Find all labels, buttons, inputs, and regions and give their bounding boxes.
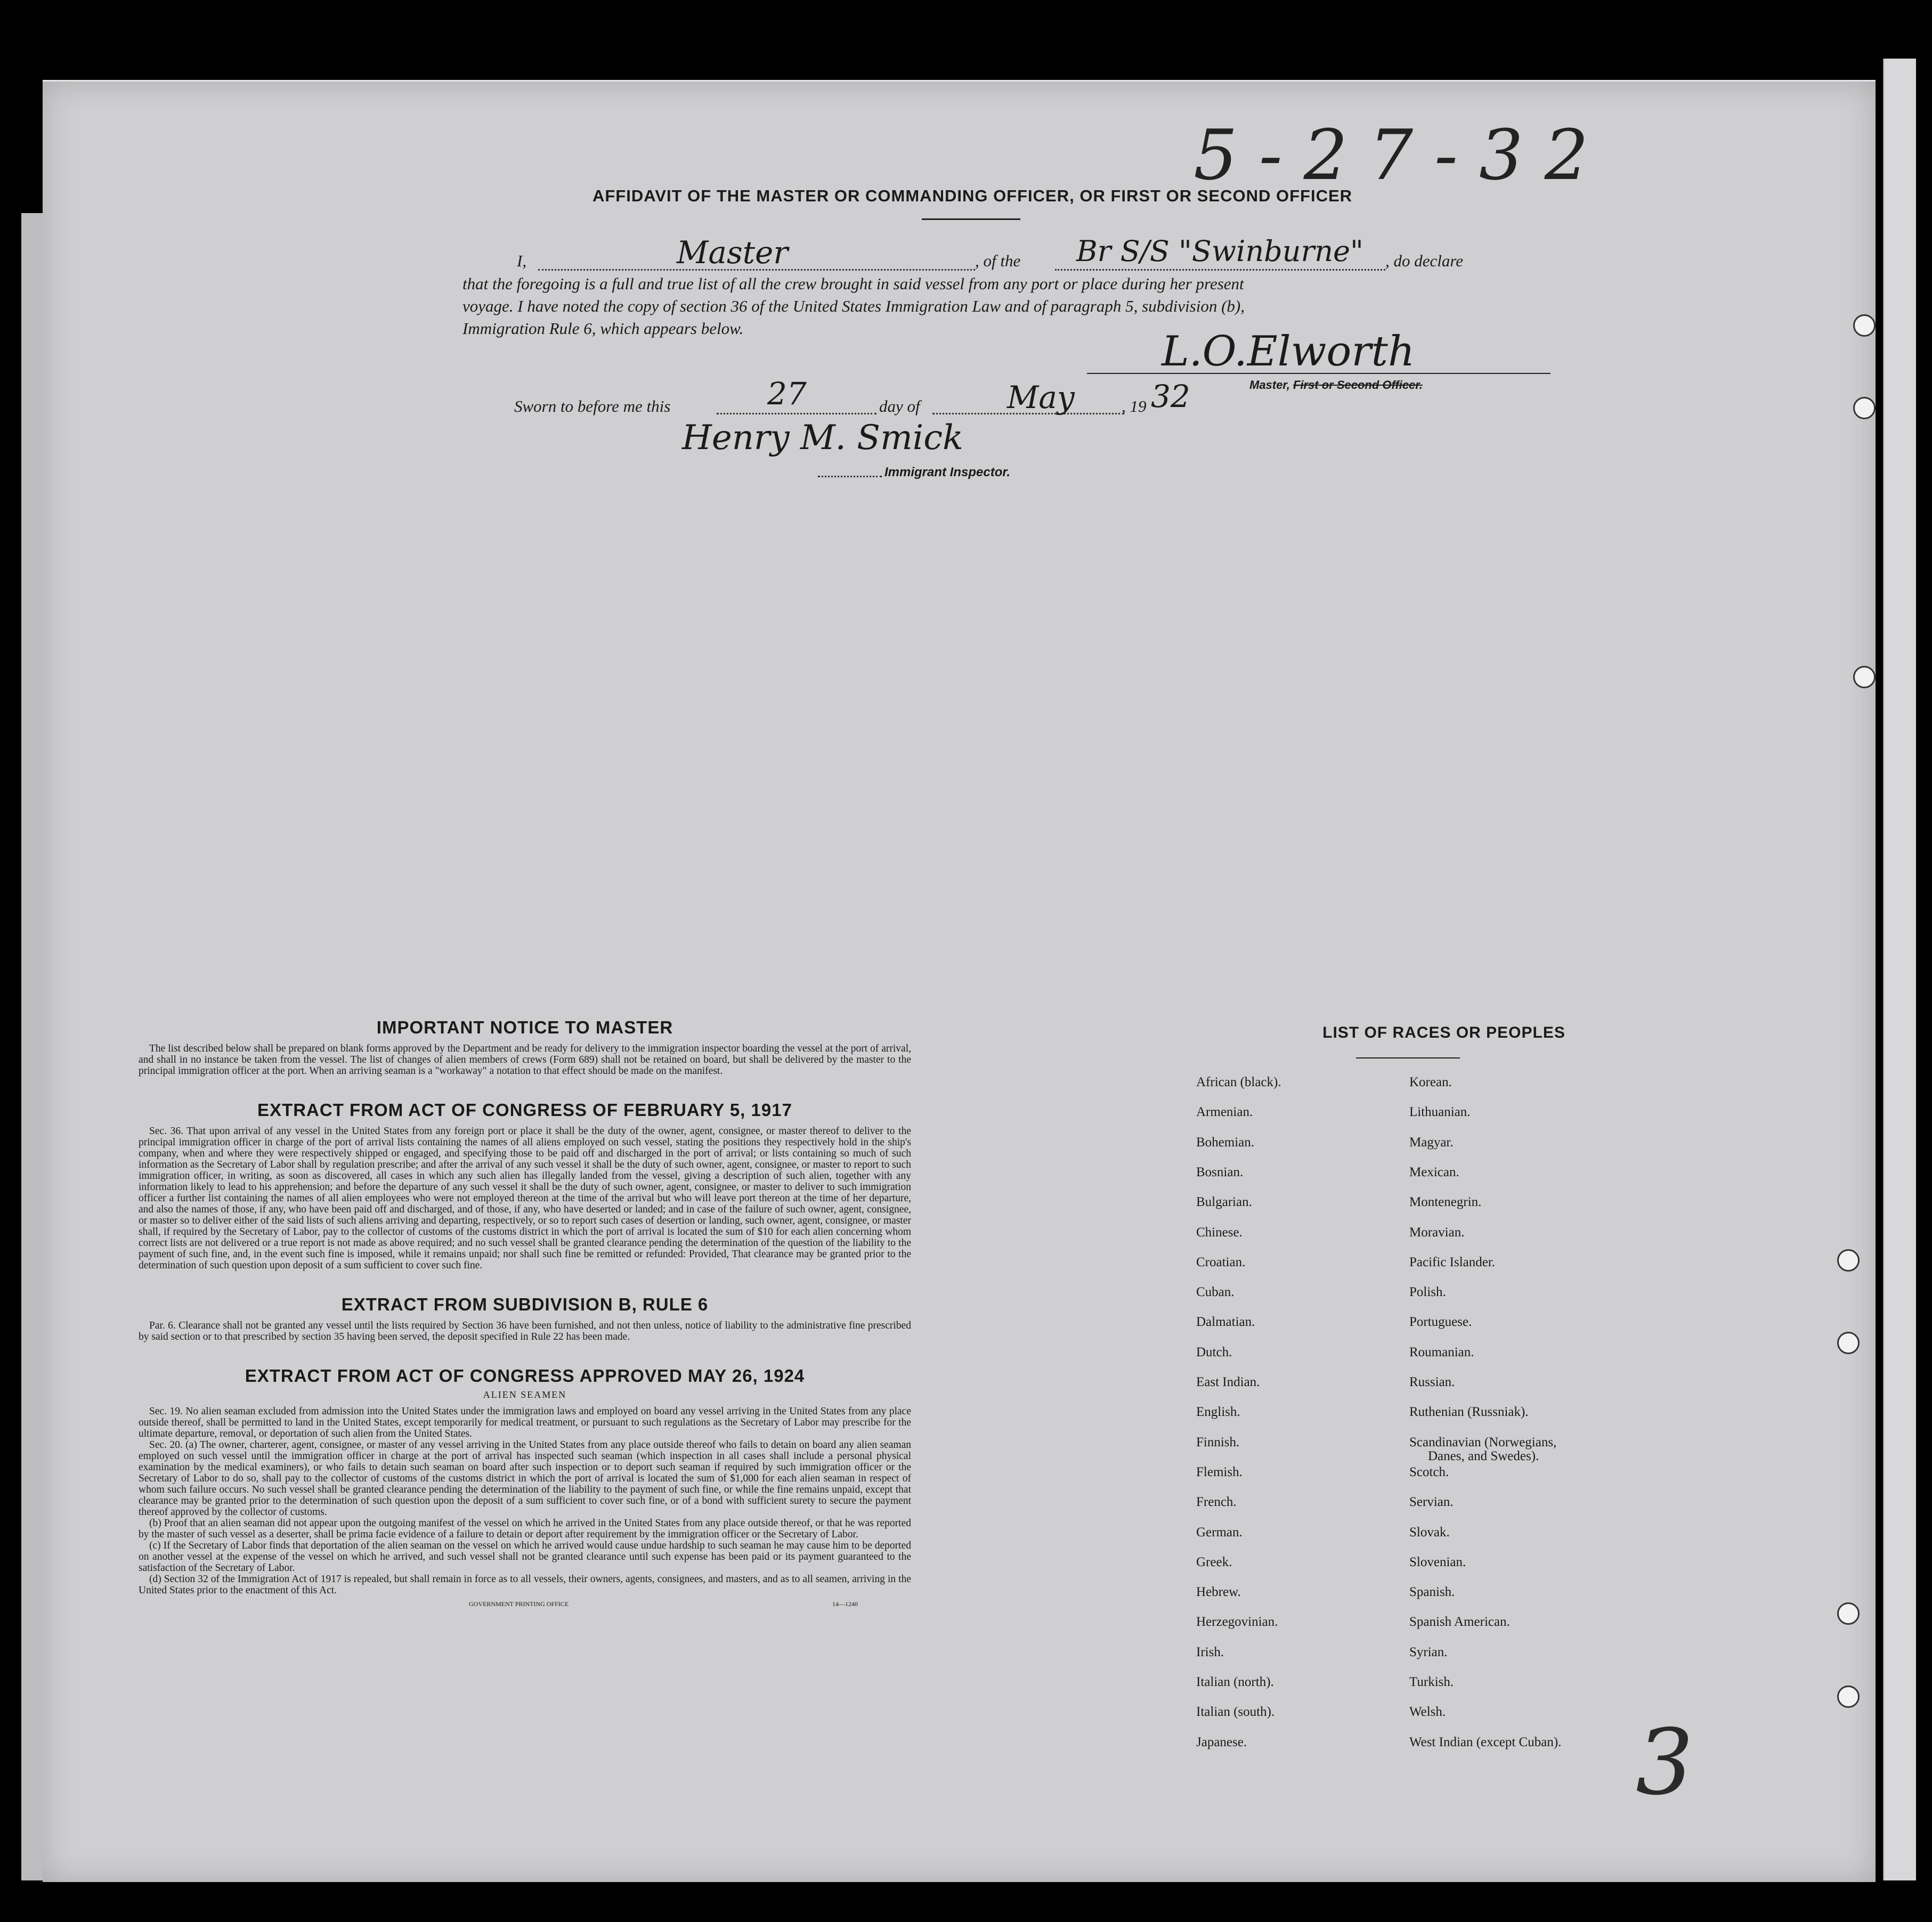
sworn-day: 27	[767, 376, 807, 412]
handwritten-date-number: 5-27-32	[1194, 115, 1610, 196]
race-item: Mexican.	[1409, 1164, 1459, 1179]
race-item: Cuban.	[1196, 1285, 1235, 1300]
master-signature: L.O.Elworth	[1162, 328, 1415, 376]
right-page-edge	[1883, 59, 1916, 1880]
race-item: German.	[1196, 1525, 1243, 1540]
race-item: Dalmatian.	[1196, 1315, 1255, 1330]
race-item: Italian (north).	[1196, 1675, 1274, 1689]
race-item: Armenian.	[1196, 1105, 1253, 1120]
signature-rule	[1087, 373, 1551, 374]
race-item: Korean.	[1409, 1075, 1452, 1089]
race-item: Servian.	[1409, 1495, 1454, 1510]
punch-hole	[1837, 1685, 1860, 1708]
spacer	[139, 1077, 911, 1100]
sworn-month: May	[1007, 379, 1075, 416]
races-title-rule	[1356, 1057, 1460, 1058]
race-item: Lithuanian.	[1409, 1105, 1471, 1120]
sworn-prefix: Sworn to before me this	[514, 397, 671, 416]
affidavit-line3: voyage. I have noted the copy of section 36 of the United States Immigration Law and of paragraph 5, subdivision (b),	[462, 297, 1245, 315]
sec-20c-text: (c) If the Secretary of Labor finds that deportation of the alien seaman on the vessel on which he arrived would cause undue hardship to such seaman he may cause him to be deported on another vessel at the expense of the vessel on which he arrived, and such vessel shall not be granted clearance until such expense has been paid or its payment guaranteed to the satisfaction of the Secretary of Labor.	[139, 1540, 911, 1574]
spacer	[139, 1342, 911, 1366]
left-page-edge	[21, 213, 45, 1880]
sec-20d-text: (d) Section 32 of the Immigration Act of 1917 is repealed, but shall remain in force as to all vessels, their owners, agents, consignees, and masters, and as to all seamen, arriving in the United States prior to the enactment of this Act.	[139, 1574, 911, 1596]
race-item: Welsh.	[1409, 1705, 1446, 1720]
vessel-handwritten: Br S/S "Swinburne"	[1076, 234, 1363, 268]
rule-6-title: EXTRACT FROM SUBDIVISION B, RULE 6	[341, 1294, 709, 1314]
race-item: Polish.	[1409, 1285, 1446, 1300]
sworn-year: 32	[1151, 378, 1190, 414]
title-rule	[922, 218, 1020, 220]
sec-20a-text: Sec. 20. (a) The owner, charterer, agent, consignee, or master of any vessel arriving in the United States from any place outside thereof who fails to detain on board any alien seaman employed on such vessel until the immigration officer in charge at the port of arrival has inspected such seaman (which inspection in all cases shall include a personal physical examination by the medical examiners), or who fails to detain such seaman on board after such inspection or to deport such seaman if required by such immigration officer or the Secretary of Labor to do so, shall pay to the collector of customs of the customs district in which the port of arrival is located the sum of $1,000 for each alien seaman in respect of whom such failure occurs. No such vessel shall be granted clearance pending the determination of the liability to the payment of such fine, or while the fine remains unpaid, except that clearance may be granted prior to the determination of such question upon the deposit of a sum sufficient to cover such fine, or of a bond with sufficient surety to secure the payment thereof approved by the collector of customs.	[139, 1439, 911, 1518]
race-item: Spanish.	[1409, 1585, 1455, 1600]
race-item: Hebrew.	[1196, 1585, 1241, 1600]
extract-1924-title: EXTRACT FROM ACT OF CONGRESS APPROVED MAY 26, 1924	[245, 1366, 805, 1386]
race-item: Russian.	[1409, 1375, 1455, 1389]
race-item: Herzegovinian.	[1196, 1615, 1278, 1630]
affidavit-line1-prefix: I,	[517, 251, 527, 270]
bleed-through-area	[277, 469, 1758, 788]
race-item: Croatian.	[1196, 1255, 1246, 1269]
race-item: Slovak.	[1409, 1525, 1450, 1540]
page-mark: 3	[1636, 1710, 1694, 1815]
race-item: Scandinavian (Norwegians,	[1409, 1435, 1557, 1449]
race-item: Magyar.	[1409, 1135, 1454, 1150]
sworn-day-line	[717, 413, 876, 414]
inspector-signature: Henry M. Smick	[682, 418, 963, 458]
rule-6-text: Par. 6. Clearance shall not be granted any vessel until the lists required by Section 36 have been furnished, and not then unless, notice of liability to the administrative fine prescribed by said section or to that prescribed by section 35 having been served, the deposit specified in Rule 22 has been made.	[139, 1320, 911, 1342]
races-title: LIST OF RACES OR PEOPLES	[1322, 1024, 1565, 1041]
race-item: Roumanian.	[1409, 1345, 1474, 1359]
notice-title: IMPORTANT NOTICE TO MASTER	[376, 1017, 673, 1037]
race-item: Bohemian.	[1196, 1135, 1255, 1150]
affidavit-title: AFFIDAVIT OF THE MASTER OR COMMANDING OFFICER, OR FIRST OR SECOND OFFICER	[592, 186, 1353, 205]
punch-hole	[1853, 314, 1876, 337]
document-sheet	[43, 80, 1876, 1882]
race-item: Finnish.	[1196, 1435, 1240, 1449]
notice-section	[139, 1017, 911, 1608]
race-item: Chinese.	[1196, 1225, 1243, 1240]
race-item: French.	[1196, 1495, 1237, 1510]
notice-text: The list described below shall be prepared on blank forms approved by the Department and be ready for delivery to the immigration inspector boarding the vessel at the port of arrival, and shall in no instance be taken from the vessel. The list of changes of alien members of crews (Form 689) shall not be retained on board, but shall be delivered by the master to the principal immigration officer at the port. When an arriving seaman is a "workaway" a notation to that effect should be made on the manifest.	[139, 1043, 911, 1077]
race-item: English.	[1196, 1405, 1240, 1420]
race-item: Bulgarian.	[1196, 1195, 1252, 1210]
signature-label-master: Master,	[1249, 378, 1293, 392]
race-item: Flemish.	[1196, 1464, 1243, 1479]
race-item: Slovenian.	[1409, 1554, 1466, 1569]
affidavit-line2: that the foregoing is a full and true list of all the crew brought in said vessel from any port or place during her present	[462, 274, 1244, 293]
race-item: Scotch.	[1409, 1464, 1449, 1479]
sec-19-text: Sec. 19. No alien seaman excluded from admission into the United States under the immigration laws and employed on board any vessel arriving in the United States from any place outside thereof, shall be permitted to land in the United States, except temporarily for medical treatment, or pursuant to such regulations as the Secretary of Labor may prescribe for the ultimate departure, removal, or deportation of such alien from the United States.	[139, 1406, 911, 1439]
extract-1924-subtitle: ALIEN SEAMEN	[483, 1389, 567, 1400]
race-item: Portuguese.	[1409, 1315, 1472, 1330]
punch-hole	[1837, 1249, 1860, 1272]
inspector-label: Immigrant Inspector.	[884, 465, 1011, 479]
race-item: Japanese.	[1196, 1734, 1247, 1749]
sec-20b-text: (b) Proof that an alien seaman did not appear upon the outgoing manifest of the vessel on which he arrived in the United States from any place outside thereof, or that he was reported by the master of such vessel as a deserter, shall be prima facie evidence of a failure to detain or deport after requirement by the immigration officer or the Secretary of Labor.	[139, 1518, 911, 1540]
race-item: East Indian.	[1196, 1375, 1260, 1389]
punch-hole	[1853, 666, 1876, 688]
race-item: Spanish American.	[1409, 1615, 1510, 1630]
race-item: West Indian (except Cuban).	[1409, 1734, 1562, 1749]
race-item: Pacific Islander.	[1409, 1255, 1496, 1269]
race-item: Irish.	[1196, 1644, 1224, 1659]
race-item: Montenegrin.	[1409, 1195, 1482, 1210]
punch-hole	[1837, 1332, 1860, 1354]
affidavit-line1-end: , do declare	[1385, 251, 1464, 270]
extract-1917-title: EXTRACT FROM ACT OF CONGRESS OF FEBRUARY 5, 1917	[257, 1100, 792, 1120]
race-item: Moravian.	[1409, 1225, 1465, 1240]
form-number: 14—1240	[832, 1600, 858, 1608]
extract-1917-text: Sec. 36. That upon arrival of any vessel in the United States from any foreign port or place it shall be the duty of the owner, agent, consignee, or master thereof to deliver to the principal immigration officer in charge of the port of arrival lists containing the names of all aliens employed on such vessel, stating the positions they respectively hold in the ship's company, when and where they were respectively shipped or engaged, and specifying those to be paid off and discharged in the port of arrival; or lists containing so much of such information as the Secretary of Labor shall by regulation prescribe; and after the arrival of any such vessel it shall be the duty of such owner, agent, consignee, or master to report to such immigration officer, in writing, as soon as discovered, all cases in which any such alien has illegally landed from the vessel, giving a description of such alien, together with any information likely to lead to his apprehension; and before the departure of any such vessel it shall be the duty of such owner, agent, consignee, or master to deliver to such immigration officer a further list containing the names of all alien employees who were not employed thereon at the time of the arrival but who will leave port thereon at the time of her departure, and also the names of those, if any, who have been paid off and discharged, and of those, if any, who have deserted or landed; and in case of the failure of such owner, agent, consignee, or master so to deliver either of the said lists of such aliens arriving and departing, respectively, or so to report such cases of desertion or landing, such owner, agent, consignee, or master shall, if required by the Secretary of Labor, pay to the collector of customs of the customs district in which the port of arrival is located the sum of $10 for each alien concerning whom correct lists are not delivered or a true report is not made as above required; and no such vessel shall be granted clearance pending the determination of the question of the liability to the payment of such fine, and, in the event such fine is imposed, while it remains unpaid; nor shall such fine be remitted or refunded: Provided, That clearance may be granted prior to the determination of such question upon deposit of a sum sufficient to cover such fine.	[139, 1126, 911, 1271]
capacity-handwritten: Master	[677, 234, 789, 271]
race-item: African (black).	[1196, 1075, 1281, 1089]
race-item: Turkish.	[1409, 1675, 1454, 1689]
printer-footer	[139, 1600, 911, 1608]
sworn-mid: day of	[879, 397, 920, 416]
spacer	[139, 1271, 911, 1294]
printer-name: GOVERNMENT PRINTING OFFICE	[469, 1600, 569, 1608]
race-item-continuation: Danes, and Swedes).	[1428, 1448, 1539, 1463]
race-item: Bosnian.	[1196, 1164, 1244, 1179]
race-item: Italian (south).	[1196, 1705, 1275, 1720]
punch-hole	[1853, 397, 1876, 419]
race-item: Ruthenian (Russniak).	[1409, 1405, 1529, 1420]
sworn-year-prefix: , 19	[1122, 397, 1147, 416]
affidavit-line1-mid: , of the	[975, 251, 1021, 270]
race-item: Greek.	[1196, 1554, 1232, 1569]
vessel-line	[1055, 269, 1385, 271]
signature-label	[1249, 378, 1423, 392]
race-item: Syrian.	[1409, 1644, 1448, 1659]
race-item: Dutch.	[1196, 1345, 1232, 1359]
affidavit-line4: Immigration Rule 6, which appears below.	[462, 319, 744, 338]
punch-hole	[1837, 1602, 1860, 1625]
signature-label-officer: First or Second Officer.	[1293, 378, 1423, 392]
